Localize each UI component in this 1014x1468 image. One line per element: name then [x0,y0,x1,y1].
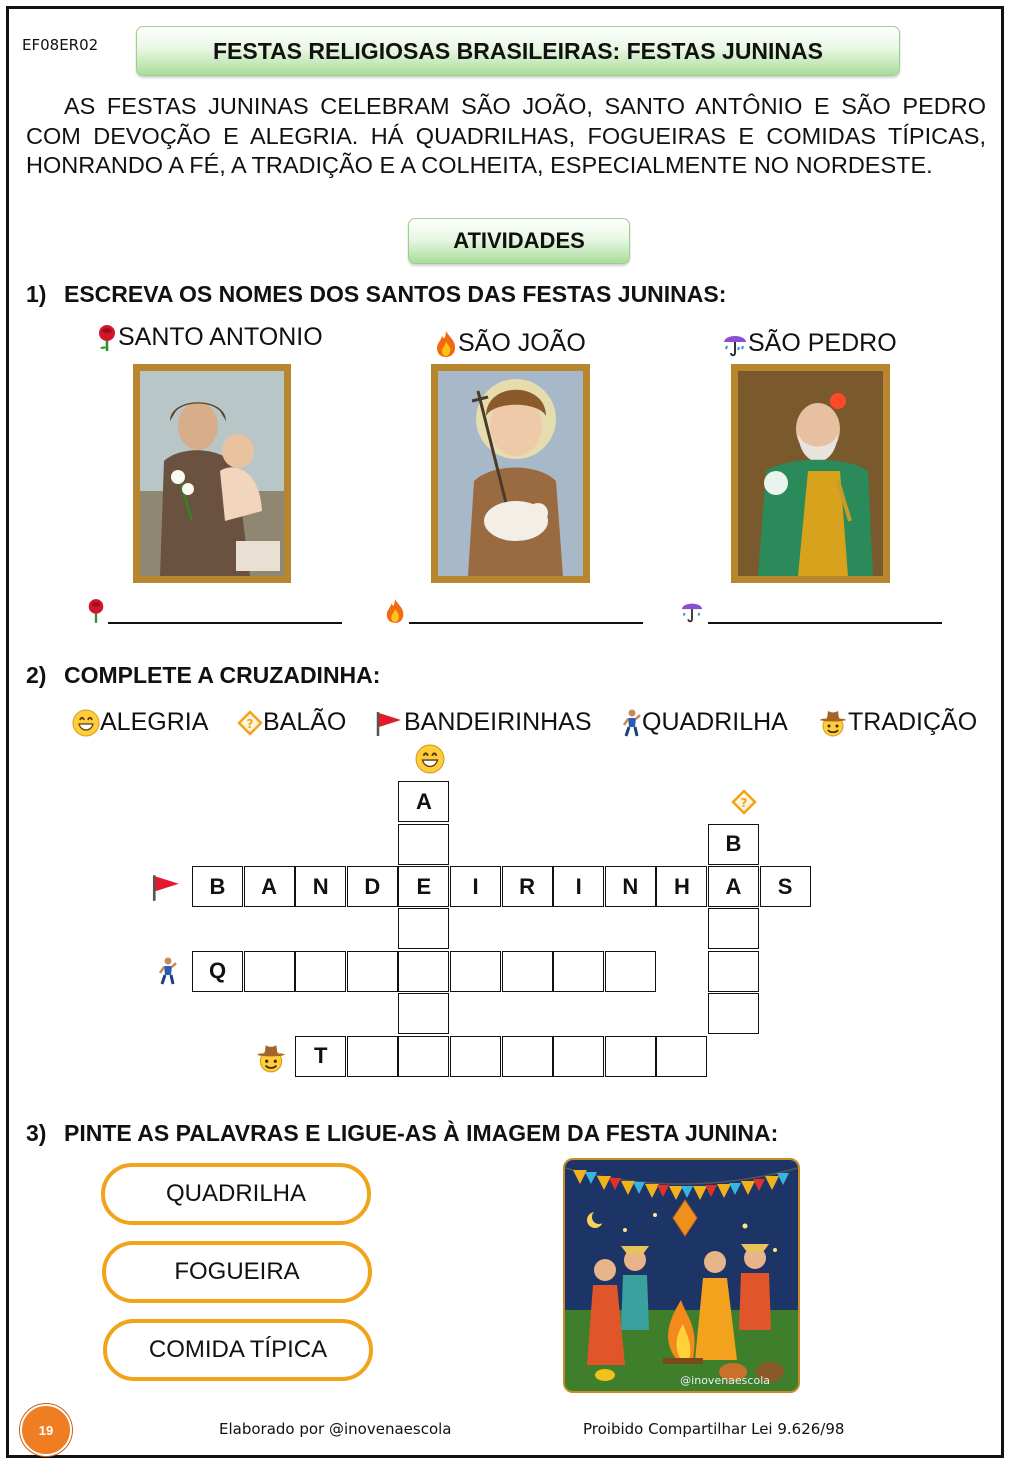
svg-text:?: ? [246,717,254,732]
option-fogueira[interactable]: FOGUEIRA [102,1241,372,1303]
dancer-icon [156,956,178,986]
crossword-cell-bandeirinhas: A [708,866,759,907]
word-tradicao: TRADIÇÃO [818,708,977,738]
umbrella-rain-icon [680,598,704,624]
answer-line-joao[interactable] [409,622,643,624]
crossword-cell-bandeirinhas: A [244,866,295,907]
curriculum-code: EF08ER02 [22,36,99,54]
crossword-cell-bandeirinhas: N [605,866,656,907]
crossword-cell-tradicao[interactable] [347,1036,398,1077]
cowboy-face-icon [255,1042,287,1074]
intro-paragraph: AS FESTAS JUNINAS CELEBRAM SÃO JOÃO, SANTO ANTÔNIO E SÃO PEDRO COM DEVOÇÃO E ALEGRIA. HÁ QUADRILHAS, FOGUEIRAS E COMIDAS TÍPICAS, HONRANDO A FÉ, A TRADIÇÃO E A COLHEITA, ESPECIALMENTE NO NORDESTE. [26,93,986,178]
crossword-cell-alegria[interactable] [398,824,449,865]
crossword-cell-alegria[interactable] [398,993,449,1034]
activities-heading: ATIVIDADES [408,218,630,264]
dancer-icon [620,709,642,737]
crossword-cell-alegria[interactable] [398,1036,449,1077]
crossword-cell-alegria[interactable] [398,908,449,949]
answer-line-antonio[interactable] [108,622,342,624]
question-2 [26,662,380,689]
crossword-cell-alegria[interactable] [398,951,449,992]
option-quadrilha[interactable]: QUADRILHA [101,1163,371,1225]
crossword-cell-quadrilha[interactable] [450,951,501,992]
page-title: FESTAS RELIGIOSAS BRASILEIRAS: FESTAS JUNINAS [136,26,900,76]
answer-line-pedro[interactable] [708,622,942,624]
question-3 [26,1120,778,1147]
svg-text:?: ? [740,796,748,810]
word-balao: ? BALÃO [237,708,346,737]
saint-label-antonio: SANTO ANTONIO [96,323,323,352]
red-flag-icon [150,872,182,902]
crossword-cell-quadrilha[interactable] [502,951,553,992]
rose-icon [86,597,106,625]
question-1-text: ESCREVA OS NOMES DOS SANTOS DAS FESTAS JUNINAS: [64,281,727,307]
footer-rights: Proibido Compartilhar Lei 9.626/98 [583,1420,845,1438]
crossword-cell-quadrilha: Q [192,951,243,992]
word-quadrilha: QUADRILHA [620,708,788,737]
crossword-cell-quadrilha[interactable] [244,951,295,992]
red-flag-icon [374,709,404,737]
image-watermark: @inovenaescola [680,1374,770,1387]
crossword-cell-bandeirinhas: E [398,866,449,907]
crossword-cell-bandeirinhas: N [295,866,346,907]
saint-label-joao: SÃO JOÃO [434,329,586,358]
diamond-question-icon [237,710,263,736]
question-1-number: 1) [26,281,47,307]
crossword-cell-quadrilha[interactable] [295,951,346,992]
question-3-text: PINTE AS PALAVRAS E LIGUE-AS À IMAGEM DA FESTA JUNINA: [64,1120,779,1146]
logo-text: 19 [38,1422,54,1438]
word-bandeirinhas: BANDEIRINHAS [374,708,592,737]
question-3-number: 3) [26,1120,47,1146]
crossword-cell-tradicao[interactable] [450,1036,501,1077]
saint-label-pedro: SÃO PEDRO [722,329,897,358]
crossword-cell-bandeirinhas: R [502,866,553,907]
crossword-cell-tradicao: T [295,1036,346,1077]
fire-icon [434,330,458,358]
saint-joao-image [431,364,590,583]
question-1 [26,281,726,308]
diamond-question-icon [731,789,757,815]
crossword-cell-tradicao[interactable] [553,1036,604,1077]
crossword-cell-quadrilha[interactable] [553,951,604,992]
crossword-cell-bandeirinhas: B [192,866,243,907]
logo-badge [20,1404,72,1456]
question-2-text: COMPLETE A CRUZADINHA: [64,662,381,688]
umbrella-rain-icon [722,330,748,358]
crossword-cell-tradicao[interactable] [605,1036,656,1077]
option-comida-tipica[interactable]: COMIDA TÍPICA [103,1319,373,1381]
crossword-cell-bandeirinhas: H [656,866,707,907]
crossword-cell-tradicao[interactable] [502,1036,553,1077]
rose-icon [96,324,118,352]
crossword-cell-bandeirinhas: I [450,866,501,907]
crossword-cell-bandeirinhas: D [347,866,398,907]
crossword-cell-balao[interactable] [708,993,759,1034]
footer-credit: Elaborado por @inovenaescola [219,1420,452,1438]
crossword-cell-tradicao[interactable] [656,1036,707,1077]
cowboy-face-icon [818,708,848,738]
crossword-cell-bandeirinhas: I [553,866,604,907]
crossword-cell-balao: B [708,824,759,865]
saint-pedro-image [731,364,890,583]
fire-icon [384,598,406,624]
saint-antonio-image [133,364,291,583]
crossword-cell-alegria: A [398,781,449,822]
grinning-face-icon [72,709,100,737]
crossword-cell-quadrilha[interactable] [605,951,656,992]
festa-junina-image [563,1158,800,1393]
grinning-face-icon [415,744,445,774]
crossword-cell-bandeirinhas: S [760,866,811,907]
word-alegria: ALEGRIA [72,708,208,737]
crossword-cell-balao[interactable] [708,908,759,949]
crossword-cell-quadrilha[interactable] [347,951,398,992]
crossword-cell-balao[interactable] [708,951,759,992]
question-2-number: 2) [26,662,47,688]
